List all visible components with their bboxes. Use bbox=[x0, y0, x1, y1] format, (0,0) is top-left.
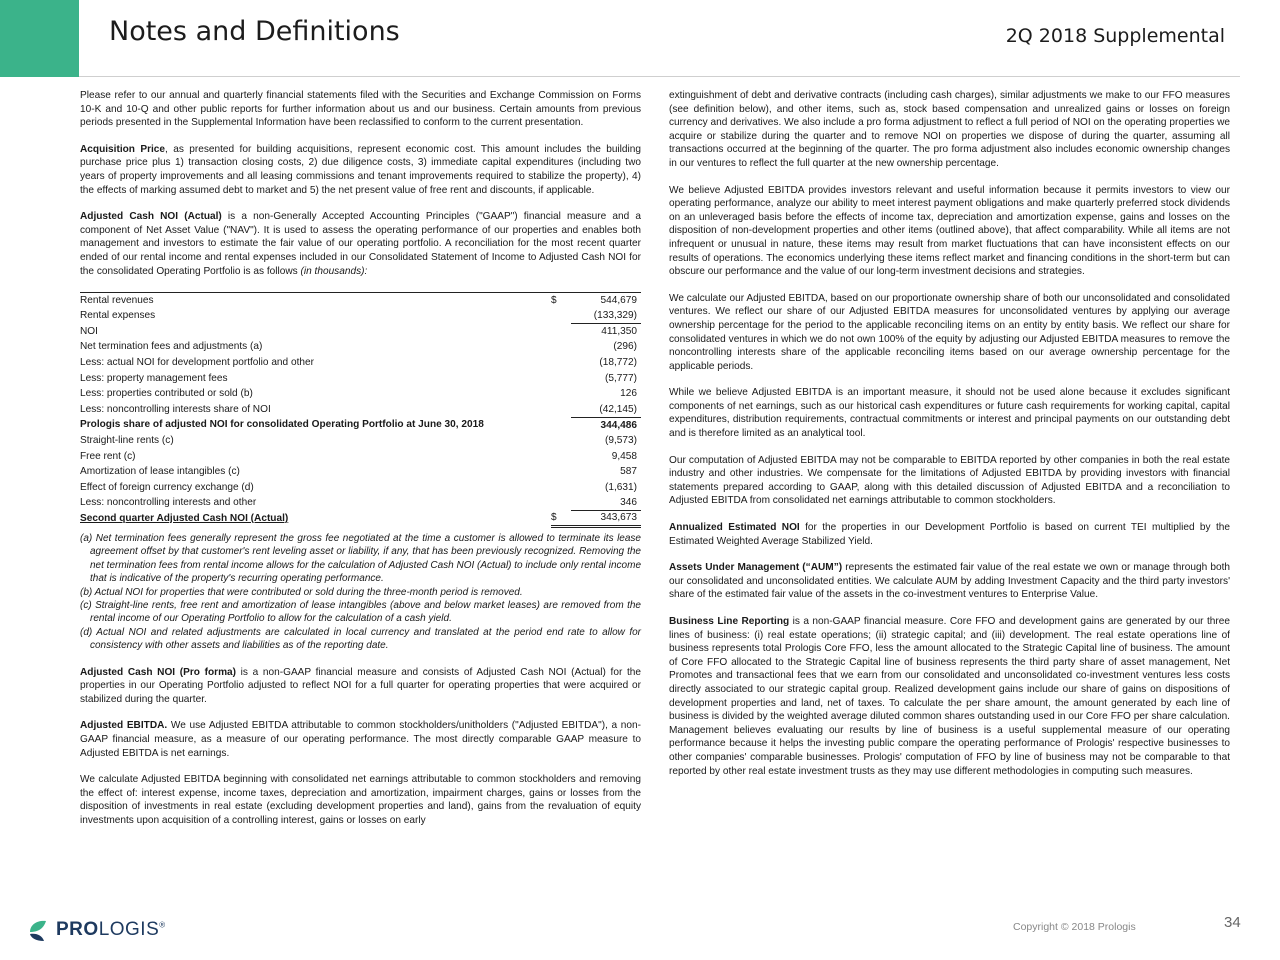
definition-term: Assets Under Management (“AUM”) bbox=[669, 562, 843, 574]
row-label: Less: noncontrolling interests and other bbox=[80, 497, 257, 509]
row-value: 411,350 bbox=[601, 326, 637, 338]
table-row bbox=[80, 417, 641, 433]
row-currency bbox=[551, 386, 571, 402]
copyright-notice: Copyright © 2018 Prologis bbox=[1013, 921, 1136, 933]
logo-wordmark: PROLOGIS® bbox=[56, 919, 166, 940]
page-title: Notes and Definitions bbox=[109, 16, 400, 47]
row-currency bbox=[551, 324, 571, 340]
row-currency: $ bbox=[551, 294, 557, 306]
table-row bbox=[80, 293, 641, 309]
row-value: 346 bbox=[571, 495, 641, 511]
definition-term: Adjusted EBITDA. bbox=[80, 720, 168, 732]
row-label: Net termination fees and adjustments (a) bbox=[80, 341, 263, 353]
footnote-a: (a) Net termination fees generally represent the gross fee negotiated at the time a customer is allowed to terminate its lease agreement offset by that customer's rent leveling asset or liability, if any, that has been previously recognized. Removing the net termination fees from rental income allows for the calculation of Adjusted Cash NOI (Actual) to include only rental income that is indicative of the property's recurring operating performance. bbox=[80, 533, 642, 585]
table-row bbox=[80, 355, 641, 371]
row-label: Less: noncontrolling interests share of NOI bbox=[80, 403, 271, 415]
row-currency bbox=[551, 308, 571, 324]
row-value: (42,145) bbox=[571, 402, 641, 418]
row-label: NOI bbox=[80, 325, 98, 337]
row-value: 344,486 bbox=[600, 419, 637, 431]
row-currency bbox=[551, 355, 571, 371]
row-label: Free rent (c) bbox=[80, 450, 136, 462]
row-value: (296) bbox=[613, 341, 637, 353]
row-currency bbox=[551, 480, 571, 496]
table-footnotes bbox=[80, 532, 641, 653]
title-divider bbox=[79, 76, 1240, 77]
row-value: (5,777) bbox=[605, 372, 637, 384]
row-value: (18,772) bbox=[599, 357, 637, 368]
row-label: Straight-line rents (c) bbox=[80, 434, 174, 446]
table-row bbox=[80, 339, 641, 355]
business-line-reporting-definition: Business Line Reporting is a non-GAAP financial measure. Core FFO and development gains are generated by our three lines of business: (i) real estate operations; (ii) strategic capital; and (iii) development. The real estate operations line of business represents total Prologis Core FFO, less the amount allocated to the Strategic Capital line of business. The amount of Core FFO allocated to the Strategic Capital line of business represents the third party share of asset management, Net Promotes and transactional fees that we earn from our consolidated and unconsolidated co-investment ventures less costs directly associated to our strategic capital group. Realized development gains include our share of gains on dispositions of development properties and land, net of taxes. To calculate the per share amount, the amount generated by each line of business is divided by the weighted average diluted common shares outstanding used in our Core FFO per share calculation. Management believes evaluating our results by line of business is a useful supplemental measure of our operating performance because it helps the investing public compare the operating performance of Prologis' respective businesses to other companies' comparable businesses. Prologis' computation of FFO by line of business may not be comparable to that reported by other real estate investment trusts as they may use different methodologies in computing such measures. bbox=[669, 616, 1230, 777]
ebitda-rationale: We believe Adjusted EBITDA provides investors relevant and useful information because it permits investors to view our operating performance, analyze our ability to meet interest payment obligations and make quarterly preferred stock dividends on an unleveraged basis before the effects of income tax, depreciation and amortization expense, gains and losses on the disposition of non-development properties and other items (outlined above), that affect comparability. While all items are not infrequent or unusual in nature, these items may result from market fluctuations that can have inconsistent effects on our results of operations. The economics underlying these items reflect market and financing conditions in the short-term but can obscure our performance and the value of our long-term investment decisions and strategies. bbox=[669, 184, 1230, 278]
adjusted-cash-noi-pro-forma-definition: Adjusted Cash NOI (Pro forma) is a non-GAAP financial measure and consists of Adjusted Cash NOI (Actual) for the properties in our Operating Portfolio adjusted to reflect NOI for a full quarter for operating properties that were acquired or stabilized during the quarter. bbox=[80, 666, 642, 705]
right-column bbox=[669, 89, 1230, 791]
row-value: 544,679 bbox=[600, 294, 637, 306]
row-label: Prologis share of adjusted NOI for consolidated Operating Portfolio at June 30, 2018 bbox=[80, 419, 484, 431]
aum-definition: Assets Under Management (“AUM”) represents the estimated fair value of the real estate we own or manage through both our consolidated and unconsolidated entities. We calculate AUM by adding Investment Capacity and the third party investors' share of the estimated fair value of the assets in the co-investment ventures to Enterprise Value. bbox=[669, 562, 1231, 601]
row-currency bbox=[551, 371, 571, 387]
ebitda-continued: extinguishment of debt and derivative contracts (including cash charges), similar adjustments we make to our FFO measures (see definition below), and other items, such as, stock based compensation and unrealized gains or losses on foreign currency and derivatives. We also include a pro forma adjustment to reflect a full period of NOI on the operating properties we acquire or stabilize during the quarter and to remove NOI on properties we dispose of during the quarter, assuming all transactions occurred at the beginning of the quarter. The pro forma adjustment also includes economic ownership changes in our ventures to reflect the full quarter at the new ownership percentage. bbox=[669, 90, 1230, 169]
row-currency bbox=[551, 339, 571, 355]
row-currency bbox=[551, 495, 571, 511]
table-row bbox=[80, 371, 641, 387]
noi-reconciliation-table bbox=[80, 292, 641, 528]
row-value: (133,329) bbox=[571, 308, 641, 324]
acquisition-price-definition: Acquisition Price, as presented for building acquisitions, represent economic cost. This amount includes the building purchase price plus 1) transaction closing costs, 2) due diligence costs, 3) immediate capital expenditures (including two years of property improvements and all leasing commissions and tenant improvements required to stabilize the property), 4) the effects of marking assumed debt to market and 5) the net present value of free rent and discounts, if applicable. bbox=[80, 143, 641, 196]
table-row bbox=[80, 511, 641, 527]
table-row bbox=[80, 433, 641, 449]
intro-paragraph: Please refer to our annual and quarterly financial statements filed with the Securities and Exchange Commission on Forms 10-K and 10-Q and other public reports for further information about us and our business. Certain amounts from previous periods presented in the Supplemental Information have been reclassified to conform to the current presentation. bbox=[80, 90, 641, 129]
row-currency: $ bbox=[551, 511, 571, 527]
annualized-estimated-noi-definition: Annualized Estimated NOI for the properties in our Development Portfolio is based on current TEI multiplied by the Estimated Weighted Average Stabilized Yield. bbox=[669, 522, 1230, 547]
row-label: Rental revenues bbox=[80, 294, 154, 306]
row-label: Less: actual NOI for development portfolio and other bbox=[80, 357, 314, 368]
table-row bbox=[80, 308, 641, 324]
table-row bbox=[80, 449, 641, 465]
row-label: Amortization of lease intangibles (c) bbox=[80, 466, 240, 478]
table-row bbox=[80, 480, 641, 496]
definition-term: Acquisition Price bbox=[80, 143, 166, 155]
prologis-leaf-icon bbox=[26, 918, 50, 942]
table-row bbox=[80, 324, 641, 340]
header-accent-bar bbox=[0, 0, 79, 77]
definition-term: Adjusted Cash NOI (Pro forma) bbox=[80, 666, 237, 678]
adjusted-ebitda-calculation: We calculate Adjusted EBITDA beginning with consolidated net earnings attributable to common stockholders and removing the effect of: interest expense, income taxes, depreciation and amortization, impairment charges, gains or losses from the disposition of investments in real estate (excluding development properties and land), gains from the revaluation of equity investments upon acquisition of a controlling interest, gains or losses on early bbox=[80, 774, 641, 827]
table-row bbox=[80, 402, 641, 418]
definition-term: Adjusted Cash NOI (Actual) bbox=[80, 211, 222, 223]
row-value: (1,631) bbox=[605, 481, 637, 493]
definition-term: Annualized Estimated NOI bbox=[669, 522, 800, 534]
supplemental-title: 2Q 2018 Supplemental bbox=[1005, 25, 1225, 47]
row-label: Rental expenses bbox=[80, 310, 156, 322]
adjusted-ebitda-definition: Adjusted EBITDA. We use Adjusted EBITDA attributable to common stockholders/unitholders ("Adjusted EBITDA"), a non-GAAP financial measure, as a measure of our operating performance. The most directly comparable GAAP measure to Adjusted EBITDA is net earnings. bbox=[80, 720, 641, 759]
row-currency bbox=[551, 417, 571, 433]
row-currency bbox=[551, 464, 571, 480]
ebitda-comparability: Our computation of Adjusted EBITDA may not be comparable to EBITDA reported by other companies in both the real estate industry and other industries. We compensate for the limitations of Adjusted EBITDA by providing investors with financial statements prepared according to GAAP, along with this detailed discussion of Adjusted EBITDA and a reconciliation to Adjusted EBITDA from consolidated net earnings attributable to common stockholders. bbox=[669, 454, 1230, 507]
row-label: Effect of foreign currency exchange (d) bbox=[80, 481, 254, 493]
row-label: Less: property management fees bbox=[80, 372, 228, 384]
row-label: Less: properties contributed or sold (b) bbox=[80, 388, 253, 400]
row-currency bbox=[551, 449, 571, 465]
row-currency bbox=[551, 433, 571, 449]
row-value: 9,458 bbox=[611, 450, 637, 462]
ebitda-proportionate-share: We calculate our Adjusted EBITDA, based on our proportionate ownership share of both our unconsolidated and consolidated ventures. We reflect our share of our Adjusted EBITDA measures for unconsolidated ventures by applying our average ownership percentage for the period to the applicable reconciling items on an entity by entity basis. We reflect our share for consolidated ventures in which we do not own 100% of the equity by adjusting our Adjusted EBITDA measures to remove the noncontrolling interests share of the applicable reconciling items based on our average ownership percentage for the applicable periods. bbox=[669, 292, 1230, 372]
row-label: Second quarter Adjusted Cash NOI (Actual) bbox=[80, 512, 289, 524]
row-value: 126 bbox=[620, 388, 637, 400]
footnote-d: (d) Actual NOI and related adjustments are calculated in local currency and translated at the period end rate to allow for consistency with other assets and liabilities as of the reporting date. bbox=[80, 626, 641, 652]
table-row bbox=[80, 386, 641, 402]
row-value: 343,673 bbox=[571, 511, 641, 527]
page-number: 34 bbox=[1224, 914, 1241, 931]
definition-term: Business Line Reporting bbox=[669, 616, 790, 627]
row-value: (9,573) bbox=[605, 434, 637, 446]
row-value: 587 bbox=[620, 466, 637, 478]
footnote-b: (b) Actual NOI for properties that were contributed or sold during the three-month period is removed. bbox=[80, 586, 523, 598]
ebitda-limitations: While we believe Adjusted EBITDA is an important measure, it should not be used alone because it excludes significant components of net earnings, such as our historical cash expenditures or future cash requirements for working capital, capital expenditures, distribution requirements, contractual commitments or interest and principal payments on our outstanding debt and is therefore limited as an analytical tool. bbox=[669, 387, 1230, 440]
row-currency bbox=[551, 402, 571, 418]
left-column bbox=[80, 89, 641, 841]
prologis-logo bbox=[26, 918, 166, 942]
adjusted-cash-noi-actual-definition: Adjusted Cash NOI (Actual) is a non-Generally Accepted Accounting Principles ("GAAP") financial measure and a component of Net Asset Value ("NAV"). It is used to assess the operating performance of our properties and enables both management and investors to estimate the fair value of our operating portfolio. A reconciliation for the most recent quarter ended of our rental income and rental expenses included in our Consolidated Statement of Income to Adjusted Cash NOI for the consolidated Operating Portfolio is as follows (in thousands): bbox=[80, 211, 641, 277]
table-row bbox=[80, 464, 641, 480]
footnote-c: (c) Straight-line rents, free rent and amortization of lease intangibles (above and below market leases) are removed from the rental income of our Operating Portfolio to allow for the calculation of a cash yield. bbox=[80, 600, 641, 625]
table-row bbox=[80, 495, 641, 511]
